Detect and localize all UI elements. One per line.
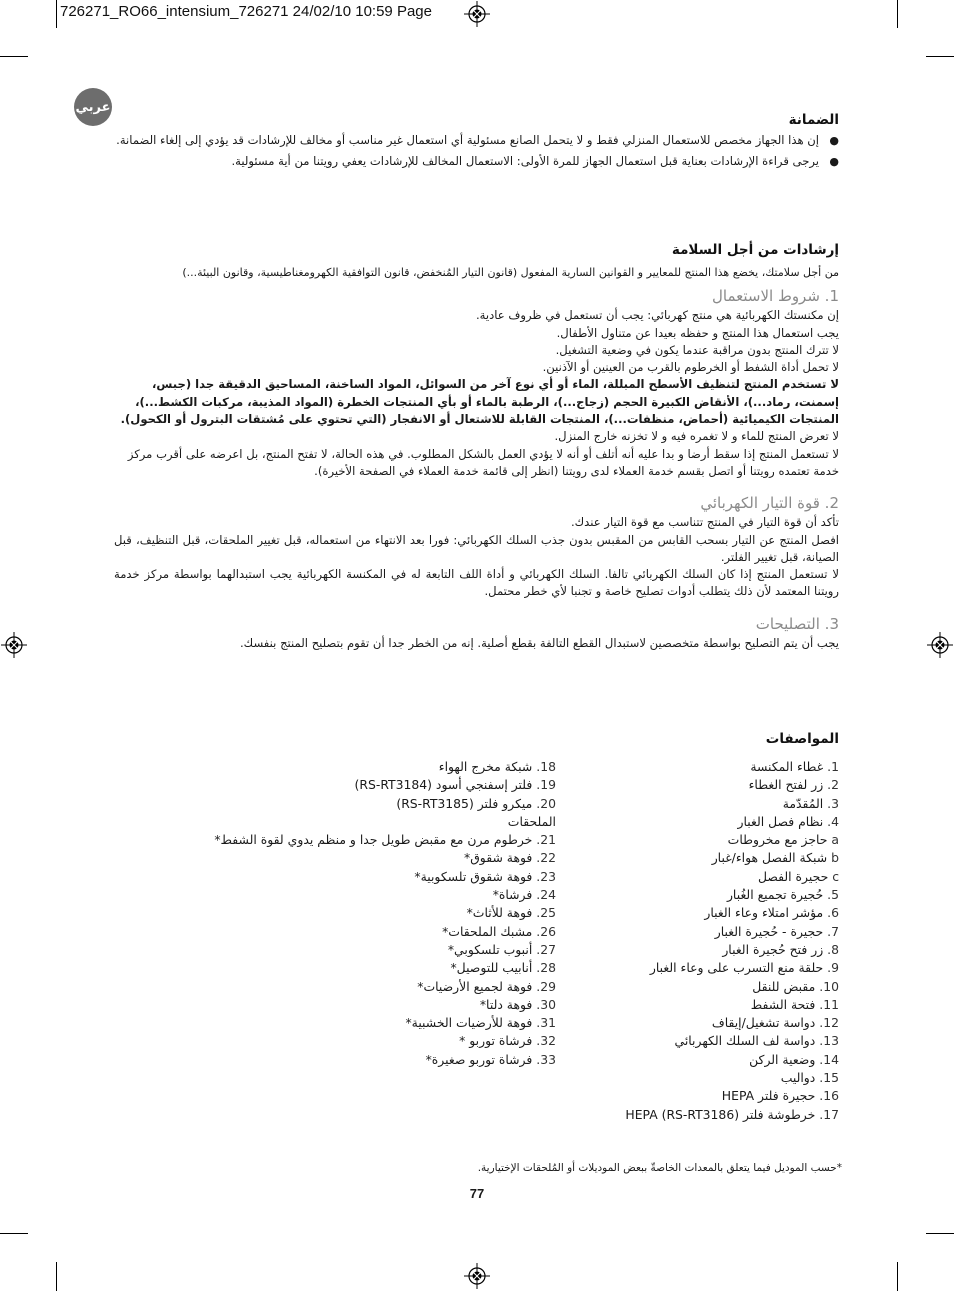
part-number: 32. — [536, 1033, 556, 1049]
warranty-bullet-text: إن هذا الجهاز مخصص للاستعمال المنزلي فقط و لا يتحمل الصانع مسئولية أي استعمال غير مناسب أو مخالف للإرشادات قد يؤدي إلى إلغاء الضمانة. — [116, 133, 819, 147]
part-number: 13. — [819, 1033, 839, 1049]
parts-list-item — [539, 849, 839, 867]
part-number: 30. — [536, 996, 556, 1012]
part-label: فوهة للأرضيات الخشبية* — [405, 1015, 533, 1031]
parts-list-item — [236, 849, 556, 867]
parts-list-item — [236, 959, 556, 977]
parts-list-item — [236, 776, 556, 794]
parts-list-item — [539, 758, 839, 776]
bullet-icon: ● — [829, 134, 839, 147]
registration-mark-icon — [464, 1263, 490, 1289]
part-label: شبكة الفصل هواء/غبار — [711, 850, 828, 866]
part-label: الملحقات — [507, 813, 556, 829]
part-number: 8. — [827, 941, 839, 957]
part-label: فوهة للأثاث* — [466, 905, 533, 921]
part-number: 2. — [827, 777, 839, 793]
parts-list-item — [539, 886, 839, 904]
parts-list-left — [214, 758, 556, 1069]
part-number: 19. — [536, 777, 556, 793]
part-label: خرطوم مرن مع مقبض طويل جدا و منظم يدوي لقوة الشفط* — [214, 832, 533, 848]
parts-list-item — [539, 1051, 839, 1069]
footnote: *حسب الموديل فيما يتعلق بالمعدات الخاصةّ ببعض الموديلات أو المُلحقات الإختيارية. — [477, 1162, 842, 1174]
part-number: 20. — [536, 795, 556, 811]
warranty-bullet — [114, 132, 839, 149]
part-number: 24. — [536, 887, 556, 903]
part-number: 11. — [819, 996, 839, 1012]
part-label: دواسة لف السلك الكهربائي — [674, 1033, 816, 1049]
parts-list-item — [539, 1069, 839, 1087]
parts-list-item — [539, 868, 839, 886]
part-number: 17. — [819, 1106, 839, 1122]
part-number: 14. — [819, 1051, 839, 1067]
part-number: 23. — [536, 868, 556, 884]
parts-list-item — [539, 813, 839, 831]
parts-list-item — [236, 978, 556, 996]
part-number: 22. — [536, 850, 556, 866]
parts-list-item — [236, 795, 556, 813]
registration-mark-icon — [1, 632, 27, 658]
text-line: لا تستعمل المنتج إذا سقط أرضا و بدا عليه أنه أتلف أو أنه لا يؤدي العمل بالشكل المطلوب. في هذه الحالة، لا تفتح المنتج، بل اعرضه على أقرب مركز خدمة تعتمده رويتنا أو اتصل بقسم خدمة العملاء لدى رويتنا (انظر إلى قائمة خدمة العملاء في الصفحة الأخيرة). — [127, 446, 839, 478]
parts-list-item — [539, 941, 839, 959]
parts-list-item — [236, 923, 556, 941]
part-number: 28. — [536, 960, 556, 976]
parts-title: المواصفات — [765, 731, 839, 747]
part-number: 1. — [827, 759, 839, 774]
parts-list-item — [539, 1014, 839, 1032]
part-number: 7. — [827, 923, 839, 939]
part-label: زر لفتح الغطاء — [748, 777, 824, 793]
safety-intro: من أجل سلامتك، يخضع هذا المنتج للمعايير و القوانين السارية المفعول (قانون التيار المُنخفض، قانون التوافقية الكهرومغناطيسية، وقانون البيئة...) — [182, 266, 839, 279]
part-number: b — [831, 850, 839, 866]
text-line: يجب استعمال هذا المنتج و حفظه بعيدا عن متناول الأطفال. — [556, 325, 839, 340]
parts-list-item — [539, 1032, 839, 1050]
part-label: حجيرة الفصل — [757, 868, 829, 884]
section-1-title: 1. شروط الاستعمال — [711, 287, 839, 306]
warranty-title: الضمانة — [788, 112, 839, 128]
registration-mark-icon — [927, 632, 953, 658]
parts-list-item — [236, 868, 556, 886]
warranty-bullet — [114, 153, 839, 170]
section-3-title: 3. التصليحات — [755, 614, 839, 633]
crop-mark — [926, 1233, 954, 1234]
part-number: 9. — [827, 960, 839, 976]
part-number: 27. — [536, 941, 556, 957]
crop-mark — [897, 1262, 898, 1291]
text-line: لا تحمل أداة الشفط أو الخرطوم بالقرب من العينين أو الآذنين. — [542, 360, 839, 375]
part-label: ميكرو فلتر (RS-RT3185) — [396, 795, 533, 811]
part-label: زر فتح حُجيرة الغبار — [722, 941, 824, 957]
part-number: 25. — [536, 905, 556, 921]
part-label: حجيرة - حُجيرة الغبار — [714, 923, 824, 939]
warranty-bullet-text: يرجى قراءة الإرشادات بعناية قبل استعمال الجهاز للمرة الأولى: الاستعمال المخالف للإرشادات يعفي رويتنا من أية مسئولية. — [231, 154, 819, 169]
part-label: دواسة تشغيل/إيقاف — [711, 1015, 816, 1031]
warranty-section — [114, 112, 839, 171]
parts-list-right — [539, 758, 839, 1124]
part-label: مؤشر امتلاء وعاء الغبار — [704, 905, 824, 921]
part-label: وضعية الركن — [749, 1051, 816, 1067]
part-label: حجيرة فلتر HEPA — [721, 1088, 816, 1104]
part-number: 6. — [827, 905, 839, 921]
part-number: 3. — [827, 795, 839, 811]
text-line: لا تستعمل المنتج إذا كان السلك الكهربائي تالفا. السلك الكهربائي و أداة اللف التابعة له في المكنسة الكهربائية يجب استبدالهما بواسطة مركز خدمة رويتنا المعتمد لأن ذلك يتطلب أدوات تصليح خاصة و تجنبا لأي خطر محتمل. — [114, 567, 839, 599]
part-label: فوهة شقوق تلسكوبية* — [414, 868, 533, 884]
crop-mark — [897, 0, 898, 28]
part-number: 21. — [536, 832, 556, 848]
text-line: إن مكنستك الكهربائية هي منتج كهربائي: يجب أن تستعمل في ظروف عادية. — [475, 308, 839, 323]
parts-list-item — [236, 886, 556, 904]
part-label: مقبض للنقل — [752, 978, 816, 994]
language-badge: عربي — [74, 88, 112, 126]
text-line: يجب أن يتم التصليح بواسطة متخصصين لاستبدال القطع التالفة بقطع أصلية. إنه من الخطر جدا أن تقوم بتصليح المنتج بنفسك. — [240, 635, 839, 650]
part-number: 18. — [536, 759, 556, 774]
section-2-body — [114, 514, 839, 600]
part-number: 29. — [536, 978, 556, 994]
crop-mark — [926, 56, 954, 57]
print-slug: 726271_RO66_intensium_726271 24/02/10 10:59 Page — [60, 3, 432, 20]
part-number: 16. — [819, 1088, 839, 1104]
bullet-icon: ● — [829, 155, 839, 169]
safety-section — [114, 242, 839, 652]
crop-mark — [0, 56, 28, 57]
part-label: فرشاة توربو صغيرة* — [425, 1051, 533, 1067]
part-number: 5. — [827, 887, 839, 903]
crop-mark — [56, 0, 57, 28]
parts-list-item — [236, 904, 556, 922]
part-label: نظام فصل الغبار — [737, 813, 824, 829]
parts-list-item — [539, 996, 839, 1014]
part-number: 31. — [536, 1015, 556, 1031]
parts-list-item — [539, 831, 839, 849]
part-label: أنابيب للتوصيل* — [450, 960, 533, 976]
parts-list-item — [236, 758, 556, 776]
parts-list-item — [236, 813, 556, 831]
parts-list-item — [539, 923, 839, 941]
safety-title: إرشادات من أجل السلامة — [671, 242, 839, 258]
part-label: غطاء المكنسة — [750, 759, 824, 774]
parts-list-item — [214, 831, 556, 849]
part-number: 12. — [819, 1015, 839, 1031]
warning-paragraph: لا تستخدم المنتج لتنظيف الأسطح المبللة، الماء أو أي نوع آخر من السوائل، المواد الساخنة، المساحيق الدقيقة جدا (جبس، إسمنت، رماد...)، الأنقاض الكبيرة الحجم (زجاج...)، الرطبة بالماء أو بأي المنتجات الخطرة (المواد المذيبة، مركبات الكشط...)، المنتجات الكيميائية (أحماض، منظفات...)، المنتجات القابلة للاشتعال أو الانفجار (التي تحتوي على مُشتقات البترول أو الكحول). — [120, 377, 839, 427]
part-number: c — [832, 868, 839, 884]
text-line: لا تترك المنتج بدون مراقبة عندما يكون في وضعية التشغيل. — [555, 342, 839, 357]
part-number: 26. — [536, 923, 556, 939]
parts-list-item — [236, 996, 556, 1014]
part-number: 33. — [536, 1051, 556, 1067]
crop-mark — [0, 1233, 28, 1234]
parts-list-item — [539, 904, 839, 922]
part-number: 4. — [827, 813, 839, 829]
page-number: 77 — [469, 1186, 485, 1201]
part-label: فرشاة* — [492, 887, 533, 903]
text-line: تأكد أن قوة التيار في المنتج تتناسب مع قوة التيار عندك. — [570, 515, 839, 530]
parts-list-item — [236, 1014, 556, 1032]
part-label: شبكة مخرج الهواء — [438, 759, 533, 774]
part-label: حلقة منع التسرب على وعاء الغبار — [649, 960, 824, 976]
part-label: فوهة دلتا* — [479, 996, 533, 1012]
parts-list-item — [539, 1087, 839, 1105]
section-3-body — [114, 635, 839, 652]
part-label: فتحة الشفط — [750, 996, 816, 1012]
part-label: فوهة شقوق* — [464, 850, 533, 866]
parts-list-item — [236, 1032, 556, 1050]
parts-list-item — [539, 795, 839, 813]
parts-list-item — [236, 941, 556, 959]
part-number: 10. — [819, 978, 839, 994]
part-label: أنبوب تلسكوبي* — [447, 941, 533, 957]
part-label: حُجيرة تجميع الغُبار — [726, 887, 824, 903]
crop-mark — [56, 1262, 57, 1291]
parts-list-item — [539, 959, 839, 977]
registration-mark-icon — [464, 1, 490, 27]
parts-list-item — [539, 776, 839, 794]
parts-list-item — [539, 978, 839, 996]
part-label: خرطوشة فلتر HEPA (RS-RT3186) — [625, 1106, 816, 1122]
part-label: المُقدّمة — [782, 795, 824, 811]
part-number: 15. — [819, 1070, 839, 1086]
text-line: لا تعرض المنتج للماء و لا تغمره فيه و لا تخزنه خارج المنزل. — [554, 429, 839, 444]
part-label: فوهة لجميع الأرضيات* — [417, 978, 533, 994]
parts-list-item — [236, 1051, 556, 1069]
text-line: افصل المنتج عن التيار بسحب القابس من المقبس بدون جذب السلك الكهربائي: فورا بعد الانتهاء من استعماله، قبل تغيير الملحقات، قبل التنظيف، قبل الصيانة، قبل تغيير الفلتر. — [114, 532, 839, 564]
section-2-title: 2. قوة التيار الكهربائي — [700, 494, 839, 513]
parts-list-item — [539, 1106, 839, 1124]
part-label: فلتر إسفنجي أسود (RS-RT3184) — [354, 777, 533, 793]
section-1-body — [114, 307, 839, 480]
part-label: مشبك الملحقات* — [442, 923, 533, 939]
part-label: فرشاة توربو * — [459, 1033, 533, 1049]
part-label: حاجز مع مخروطات — [727, 832, 828, 848]
part-number: a — [831, 832, 839, 848]
part-label: دواليب — [780, 1070, 816, 1086]
